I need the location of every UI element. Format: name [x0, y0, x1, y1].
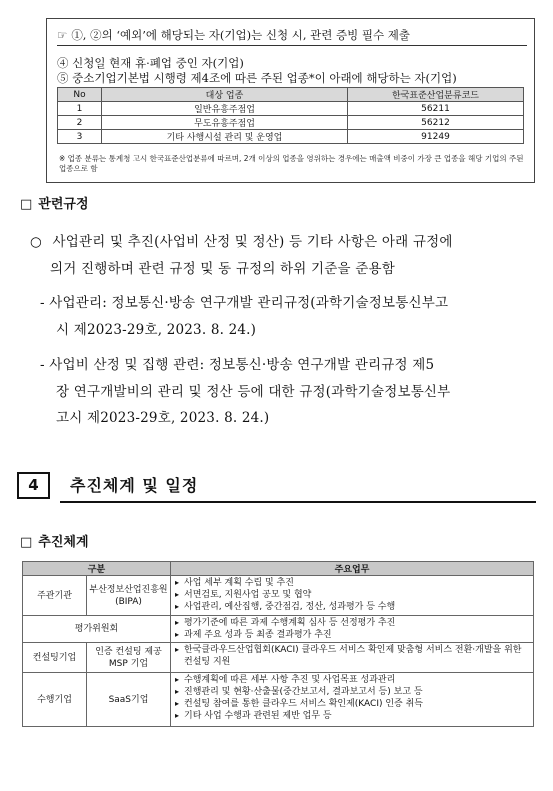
row-no: 1 — [58, 102, 102, 116]
circle-bullet-icon: ○ — [30, 234, 42, 250]
task-item: ▸ 기타 사업 수행과 관련된 제반 업무 등 — [175, 710, 529, 722]
table-row — [58, 116, 524, 130]
square-bullet-icon: □ — [20, 535, 33, 550]
table-row — [58, 102, 524, 116]
row-org: 부산정보산업진흥원 (BIPA) — [87, 576, 171, 616]
task-item: ▸ 컨설팅 참여를 통한 클라우드 서비스 확인제(KACI) 인증 취득 — [175, 698, 529, 710]
regulation-item1-line1: - 사업관리: 정보통신·방송 연구개발 관리규정(과학기술정보통신부고 — [40, 295, 449, 311]
header-ksic-code: 한국표준산업분류코드 — [348, 88, 524, 102]
row-group: 컨설팅기업 — [23, 643, 87, 673]
square-bullet-icon: □ — [20, 197, 33, 212]
section-heading-regulations — [20, 193, 89, 212]
regulation-main-line2: 의거 진행하며 관련 규정 및 동 규정의 하위 기준을 준용함 — [50, 261, 395, 277]
task-item: ▸ 사업관리, 예산집행, 중간점검, 정산, 성과평가 등 수행 — [175, 601, 529, 613]
header-no: No — [58, 88, 102, 102]
task-item: ▸ 한국클라우드산업협회(KACI) 클라우드 서비스 확인제 맞춤형 서비스 전환·개발을 위한 컨설팅 지원 — [175, 644, 529, 668]
chapter-number: 4 — [17, 472, 50, 499]
section-title: 관련규정 — [38, 197, 89, 212]
row-industry: 무도유흥주점업 — [102, 116, 348, 130]
regulation-item2-line3: 고시 제2023-29호, 2023. 8. 24.) — [56, 410, 270, 426]
row-org: 인증 컨설팅 제공 MSP 기업 — [87, 643, 171, 673]
promotion-system-table — [22, 561, 534, 727]
row-no: 3 — [58, 130, 102, 144]
task-item: ▸ 수행계획에 따른 세부 사항 추진 및 사업목표 성과관리 — [175, 674, 529, 686]
task-item: ▸ 진행관리 및 현황·산출물(중간보고서, 결과보고서 등) 보고 등 — [175, 686, 529, 698]
task-item: ▸ 과제 주요 성과 등 최종 결과평가 추진 — [175, 629, 529, 641]
row-tasks — [171, 673, 534, 727]
exclusion-item-4: ④ 신청일 현재 휴·폐업 중인 자(기업) — [57, 56, 244, 70]
pointing-hand-icon: ☞ — [57, 28, 68, 42]
table-row — [23, 616, 534, 643]
row-tasks — [171, 616, 534, 643]
task-item: ▸ 사업 세부 계획 수립 및 추진 — [175, 577, 529, 589]
regulation-item2-line1: - 사업비 산정 및 집행 관련: 정보통신·방송 연구개발 관리규정 제5 — [40, 357, 435, 373]
row-code: 56211 — [348, 102, 524, 116]
row-industry: 기타 사행시설 관리 및 운영업 — [102, 130, 348, 144]
task-item: ▸ 평가기준에 따른 과제 수행계획 심사 등 선정평가 추진 — [175, 617, 529, 629]
header-main-tasks: 주요업무 — [171, 562, 534, 576]
row-org: SaaS기업 — [87, 673, 171, 727]
row-code: 91249 — [348, 130, 524, 144]
table-row — [23, 643, 534, 673]
table-header-row — [23, 562, 534, 576]
evidence-notice — [57, 27, 527, 43]
row-tasks — [171, 643, 534, 673]
table-row — [23, 576, 534, 616]
table-row — [23, 673, 534, 727]
section-title: 추진체계 — [38, 535, 89, 550]
row-group: 주관기관 — [23, 576, 87, 616]
row-no: 2 — [58, 116, 102, 130]
notice-underline — [57, 45, 527, 46]
section-heading-system — [20, 531, 89, 550]
header-category: 구분 — [23, 562, 171, 576]
row-group: 평가위원회 — [23, 616, 171, 643]
regulation-item2-line2: 장 연구개발비의 관리 및 정산 등에 대한 규정(과학기술정보통신부 — [56, 384, 451, 400]
table-row — [58, 130, 524, 144]
exclusion-item-5: ⑤ 중소기업기본법 시행령 제4조에 따른 주된 업종*이 아래에 해당하는 자(기업) — [57, 71, 457, 85]
eligibility-exclusion-box — [46, 18, 535, 183]
industry-footnote: ※ 업종 분류는 통계청 고시 한국표준산업분류에 따르며, 2개 이상의 업종을 영위하는 경우에는 매출액 비중이 가장 큰 업종을 해당 기업의 주된 업종으로 함 — [59, 154, 524, 173]
chapter-title: 추진체계 및 일정 — [70, 476, 199, 495]
regulation-main-line1 — [30, 230, 453, 250]
regulation-item1-line2: 시 제2023-29호, 2023. 8. 24.) — [56, 322, 257, 338]
regulation-main-text: 사업관리 및 추진(사업비 산정 및 정산) 등 기타 사항은 아래 규정에 — [52, 234, 453, 250]
table-header-row — [58, 88, 524, 102]
evidence-notice-text: ①, ②의 ‘예외’에 해당되는 자(기업)는 신청 시, 관련 증빙 필수 제출 — [71, 28, 410, 42]
row-code: 56212 — [348, 116, 524, 130]
row-industry: 일반유흥주점업 — [102, 102, 348, 116]
task-item: ▸ 서면검토, 지원사업 공모 및 협약 — [175, 589, 529, 601]
header-industry: 대상 업종 — [102, 88, 348, 102]
excluded-industry-table — [57, 87, 524, 144]
row-group: 수행기업 — [23, 673, 87, 727]
chapter-underline — [60, 501, 536, 503]
row-tasks — [171, 576, 534, 616]
